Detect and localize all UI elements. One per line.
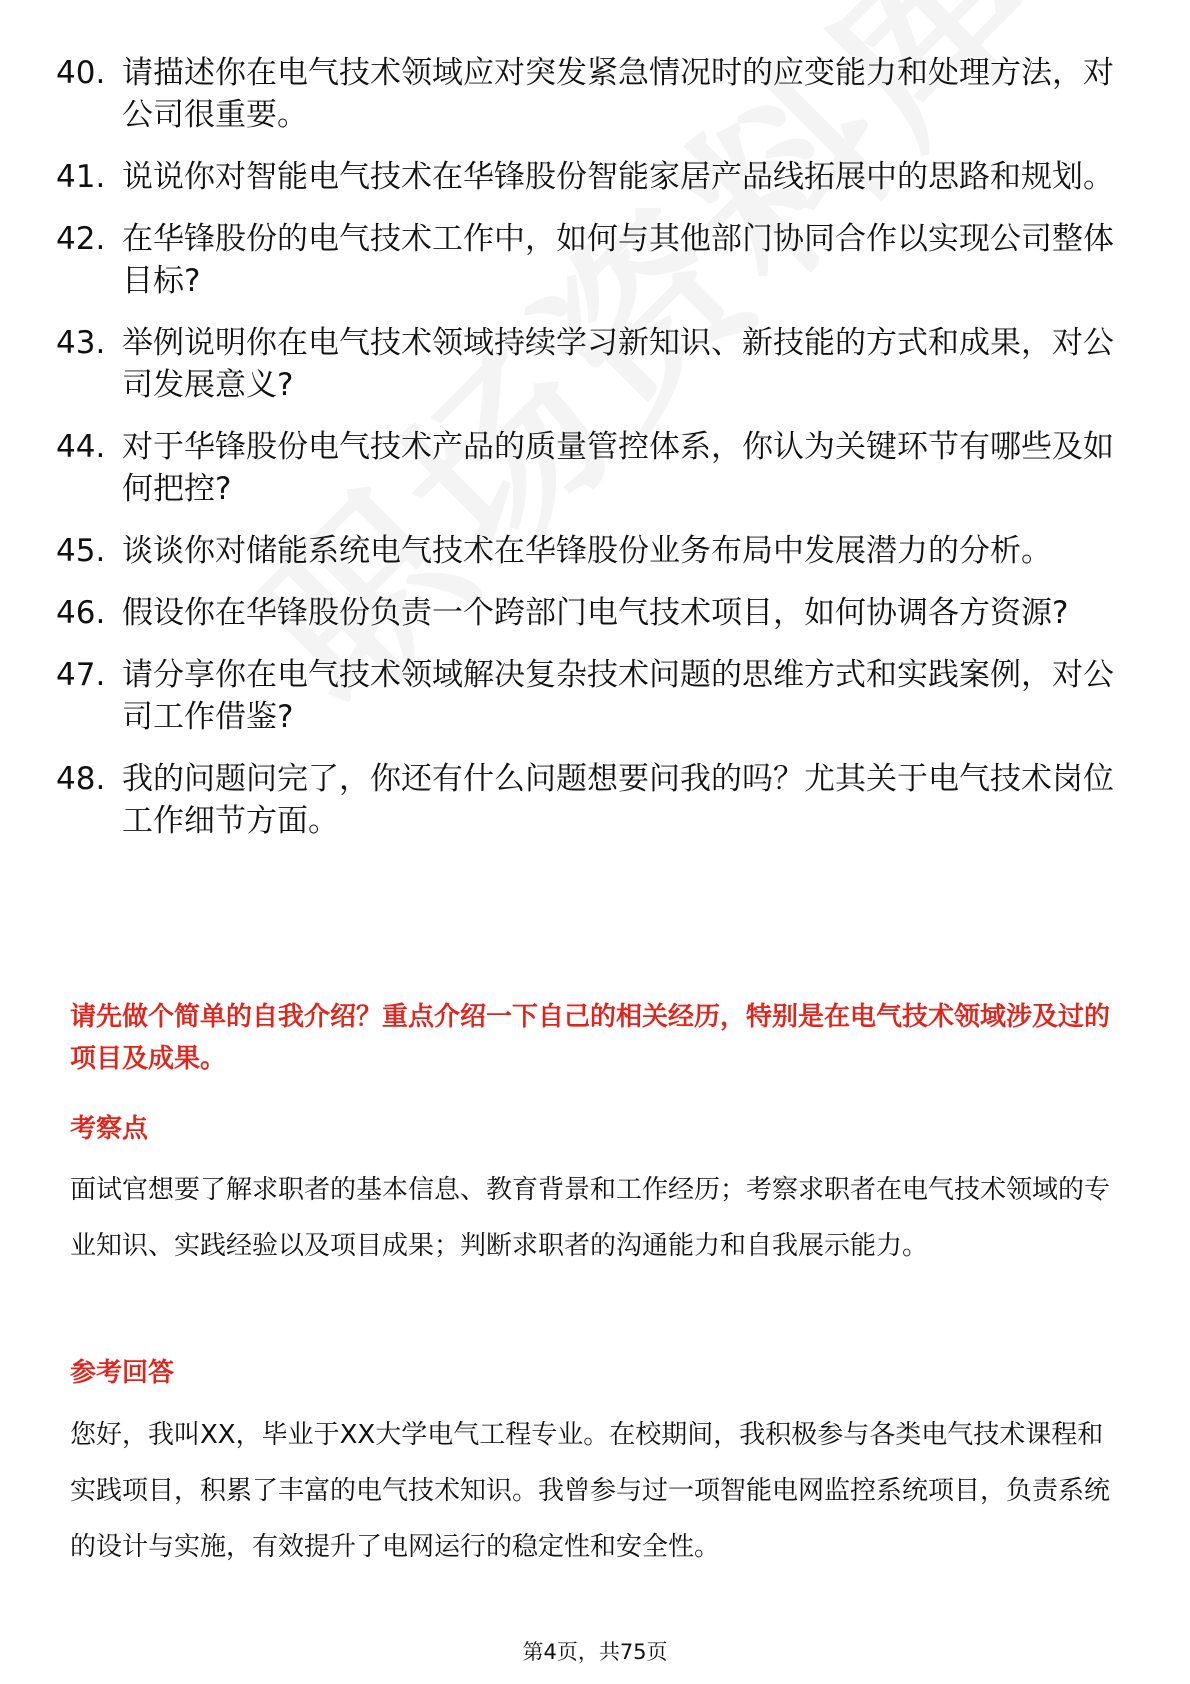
list-item bbox=[56, 322, 1116, 406]
question-text: 在华锋股份的电气技术工作中，如何与其他部门协同合作以实现公司整体目标? bbox=[122, 221, 1114, 299]
question-text: 我的问题问完了，你还有什么问题想要问我的吗？尤其关于电气技术岗位工作细节方面。 bbox=[122, 761, 1114, 839]
list-item bbox=[56, 156, 1116, 198]
question-number: 45. bbox=[56, 533, 106, 569]
question-number: 43. bbox=[56, 325, 106, 361]
question-list bbox=[56, 52, 1116, 862]
exam-points-text: 面试官想要了解求职者的基本信息、教育背景和工作经历；考察求职者在电气技术领域的专业知识、实践经验以及项目成果；判断求职者的沟通能力和自我展示能力。 bbox=[70, 1175, 1111, 1261]
question-text: 请描述你在电气技术领域应对突发紧急情况时的应变能力和处理方法，对公司很重要。 bbox=[122, 55, 1114, 133]
highlight-question: 请先做个简单的自我介绍？重点介绍一下自己的相关经历，特别是在电气技术领域涉及过的项目及成果。 bbox=[70, 1002, 1111, 1074]
list-item bbox=[56, 592, 1116, 634]
question-number: 42. bbox=[56, 221, 106, 257]
question-number: 48. bbox=[56, 761, 106, 797]
question-number: 41. bbox=[56, 159, 106, 195]
list-item bbox=[56, 654, 1116, 738]
question-text: 对于华锋股份电气技术产品的质量管控体系，你认为关键环节有哪些及如何把控? bbox=[122, 429, 1114, 507]
reference-answer-text: 您好，我叫XX，毕业于XX大学电气工程专业。在校期间，我积极参与各类电气技术课程和实践项目，积累了丰富的电气技术知识。我曾参与过一项智能电网监控系统项目，负责系统的设计与实施，有效提升了电网运行的稳定性和安全性。 bbox=[70, 1420, 1111, 1562]
question-number: 44. bbox=[56, 429, 106, 465]
question-text: 说说你对智能电气技术在华锋股份智能家居产品线拓展中的思路和规划。 bbox=[122, 159, 1114, 195]
list-item bbox=[56, 530, 1116, 572]
list-item bbox=[56, 758, 1116, 842]
list-item bbox=[56, 218, 1116, 302]
question-text: 假设你在华锋股份负责一个跨部门电气技术项目，如何协调各方资源? bbox=[122, 595, 1069, 631]
reference-answer-heading: 参考回答 bbox=[70, 1358, 175, 1388]
question-number: 47. bbox=[56, 657, 106, 693]
question-text: 举例说明你在电气技术领域持续学习新知识、新技能的方式和成果，对公司发展意义? bbox=[122, 325, 1114, 403]
list-item bbox=[56, 426, 1116, 510]
question-text: 请分享你在电气技术领域解决复杂技术问题的思维方式和实践案例，对公司工作借鉴? bbox=[122, 657, 1114, 735]
question-number: 46. bbox=[56, 595, 106, 631]
page-number: 第4页，共75页 bbox=[522, 1640, 668, 1664]
question-text: 谈谈你对储能系统电气技术在华锋股份业务布局中发展潜力的分析。 bbox=[122, 533, 1052, 569]
list-item bbox=[56, 52, 1116, 136]
exam-points-heading: 考察点 bbox=[70, 1114, 149, 1144]
question-number: 40. bbox=[56, 55, 106, 91]
